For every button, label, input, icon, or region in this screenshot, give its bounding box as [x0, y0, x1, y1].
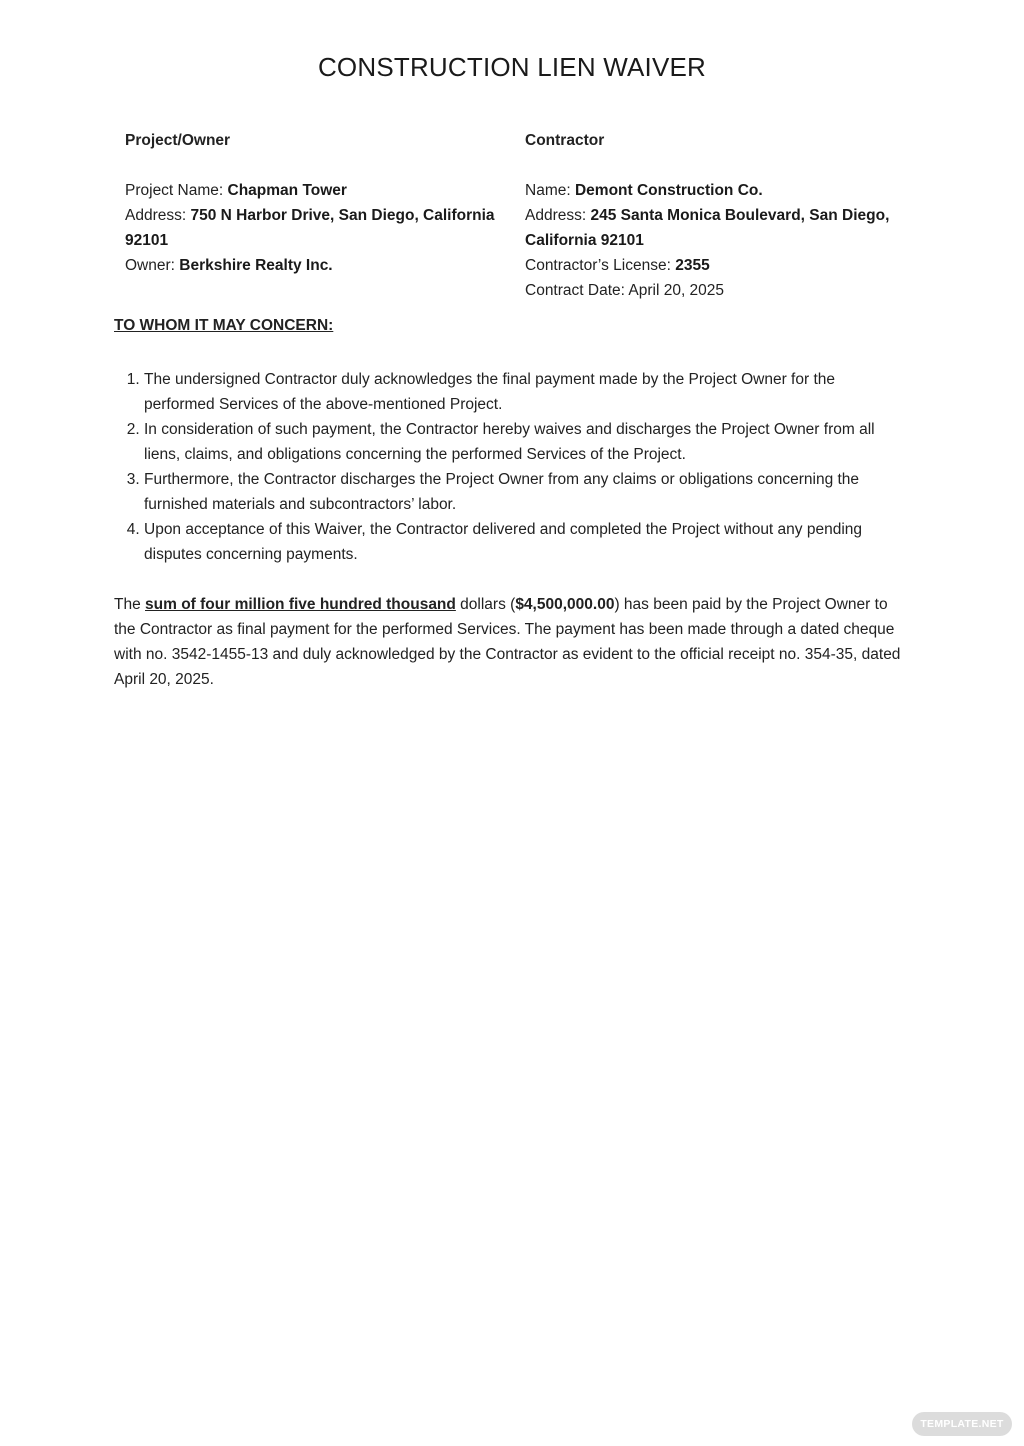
project-name-field: [125, 178, 525, 203]
document-title: CONSTRUCTION LIEN WAIVER: [317, 52, 707, 82]
owner-heading: Project/Owner: [125, 132, 231, 149]
contractor-name-field: [525, 178, 915, 203]
contractor-address-value: 245 Santa Monica Boulevard, San Diego, California 92101: [525, 207, 890, 249]
list-item: 4. Upon acceptance of this Waiver, the Contractor delivered and completed the Project without any pending disputes concerning payments.: [144, 517, 904, 567]
parties-section: [125, 128, 915, 303]
contract-date-value: April 20, 2025: [628, 282, 725, 299]
owner-address-field: [125, 203, 525, 253]
template-watermark: TEMPLATE.NET: [912, 1412, 1012, 1436]
contract-date-field: [525, 278, 915, 303]
project-name-label: Project Name:: [125, 182, 228, 199]
payment-amount-figure: $4,500,000.00: [515, 596, 615, 613]
payment-amount-words: sum of four million five hundred thousand: [145, 596, 456, 613]
project-name-value: Chapman Tower: [227, 182, 347, 199]
contractor-heading: Contractor: [525, 132, 605, 149]
payment-text-mid: dollars (: [455, 596, 516, 613]
terms-list: [114, 367, 904, 567]
contractor-column: [525, 128, 915, 303]
contractor-address-label: Address:: [525, 207, 591, 224]
contractor-license-field: [525, 253, 915, 278]
list-item: 2. In consideration of such payment, the Contractor hereby waives and discharges the Project Owner from all liens, claims, and obligations concerning the performed Services of the Project.: [144, 417, 904, 467]
contractor-license-label: Contractor’s License:: [525, 257, 676, 274]
owner-name-label: Owner:: [125, 257, 180, 274]
owner-name-field: [125, 253, 525, 278]
contractor-license-value: 2355: [675, 257, 710, 274]
owner-address-value: 750 N Harbor Drive, San Diego, California 92101: [125, 207, 495, 249]
contract-date-label: Contract Date:: [525, 282, 629, 299]
payment-text-pre: The: [114, 596, 146, 613]
contractor-address-field: [525, 203, 915, 253]
contractor-name-label: Name:: [525, 182, 575, 199]
owner-name-value: Berkshire Realty Inc.: [179, 257, 333, 274]
owner-column: [125, 128, 525, 303]
payment-paragraph: [114, 592, 909, 692]
owner-address-label: Address:: [125, 207, 191, 224]
salutation: TO WHOM IT MAY CONCERN:: [114, 317, 334, 334]
list-item: 3. Furthermore, the Contractor discharges the Project Owner from any claims or obligations concerning the furnished materials and subcontractors’ labor.: [144, 467, 904, 517]
payment-text-post: ) has been paid by the Project Owner to the Contractor as final payment for the performed Services. The payment has been made through a dated cheque with no. 3542-1455-13 and duly acknowledged by the Contractor as evident to the official receipt no. 354-35, dated April 20, 2025.: [114, 596, 901, 688]
list-item: 1. The undersigned Contractor duly acknowledges the final payment made by the Project Owner for the performed Services of the above-mentioned Project.: [144, 367, 904, 417]
contractor-name-value: Demont Construction Co.: [574, 182, 763, 199]
